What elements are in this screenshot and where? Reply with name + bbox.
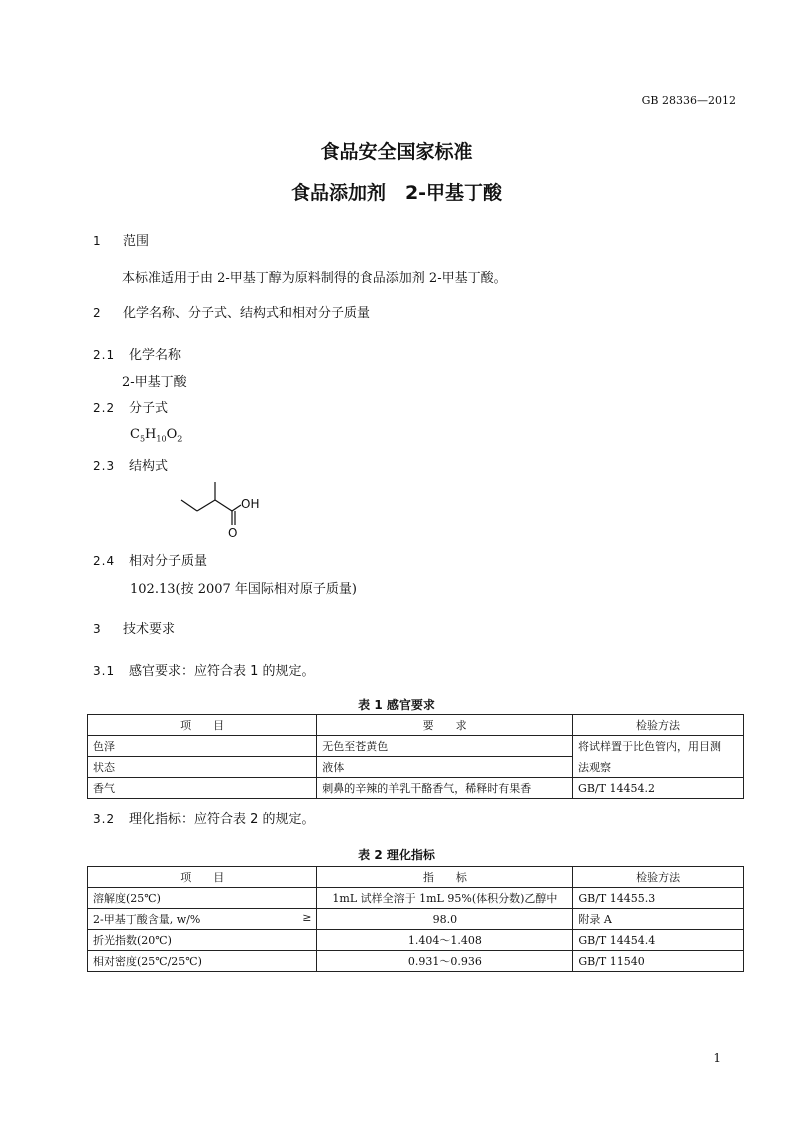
- section-number: 2.3: [93, 459, 116, 473]
- section-number: 2: [93, 306, 102, 320]
- section-1-text: 本标准适用于由 2-甲基丁醇为原料制得的食品添加剂 2-甲基丁酸。: [122, 271, 507, 286]
- table-cell: 刺鼻的辛辣的羊乳干酪香气，稀释时有果香: [317, 778, 573, 799]
- table-row: [88, 736, 744, 757]
- oh-label: OH: [241, 497, 260, 511]
- item-name: 折光指数(20℃): [93, 934, 172, 947]
- section-title: 化学名称: [129, 348, 182, 363]
- table-cell: 1mL 试样全溶于 1mL 95%(体积分数)乙醇中: [317, 888, 573, 909]
- section-1-heading: [93, 230, 149, 249]
- table-cell: [88, 951, 317, 972]
- section-number: 3.1: [93, 664, 116, 678]
- table-2: [87, 866, 744, 972]
- table-cell: GB/T 11540: [573, 951, 744, 972]
- section-title: 化学名称、分子式、结构式和相对分子质量: [123, 306, 371, 321]
- section-number: 3.2: [93, 812, 116, 826]
- section-number: 2.4: [93, 554, 116, 568]
- table-cell: [88, 888, 317, 909]
- table-header-row: [88, 715, 744, 736]
- column-header: 检验方法: [573, 867, 744, 888]
- table-cell: GB/T 14455.3: [573, 888, 744, 909]
- comparison-sign: ≥: [302, 911, 312, 924]
- section-2-heading: [93, 302, 370, 321]
- table-cell: 色泽: [88, 736, 317, 757]
- table-cell: 无色至苍黄色: [317, 736, 573, 757]
- section-title: 技术要求: [123, 622, 176, 637]
- molecular-formula: $C_5H_{10}O_2$: [130, 427, 183, 444]
- standard-number: GB 28336—2012: [641, 94, 736, 107]
- document-title: 食品安全国家标准: [320, 141, 473, 163]
- section-2-2-heading: [93, 397, 168, 416]
- section-title: 分子式: [129, 401, 169, 416]
- structural-formula: [175, 478, 270, 540]
- page-number: 1: [713, 1051, 721, 1065]
- table-header-row: [88, 867, 744, 888]
- section-number: 3: [93, 622, 102, 636]
- section-3-2-heading: [93, 808, 315, 827]
- section-title: 结构式: [129, 459, 169, 474]
- table-cell: GB/T 14454.4: [573, 930, 744, 951]
- molecular-mass: 102.13(按 2007 年国际相对原子质量): [130, 582, 357, 597]
- table-2-caption: 表 2 理化指标: [358, 848, 435, 862]
- table-1-caption: 表 1 感官要求: [358, 698, 435, 712]
- section-title: 相对分子质量: [129, 554, 208, 569]
- table-cell: 附录 A: [573, 909, 744, 930]
- section-title: 范围: [123, 234, 150, 249]
- section-3-1-heading: [93, 660, 315, 679]
- column-header: 项 目: [88, 715, 317, 736]
- document-subtitle: 食品添加剂 2-甲基丁酸: [290, 182, 503, 204]
- section-2-3-heading: [93, 455, 168, 474]
- table-row: [88, 888, 744, 909]
- section-title: 理化指标：应符合表 2 的规定。: [129, 812, 315, 827]
- column-header: 要 求: [317, 715, 573, 736]
- table-row: [88, 930, 744, 951]
- table-cell: 液体: [317, 757, 573, 778]
- item-name: 相对密度(25℃/25℃): [93, 955, 202, 968]
- table-cell: 状态: [88, 757, 317, 778]
- table-cell: [88, 930, 317, 951]
- table-row: [88, 909, 744, 930]
- section-number: 2.2: [93, 401, 116, 415]
- section-number: 1: [93, 234, 102, 248]
- o-label: O: [228, 526, 238, 540]
- table-row: [88, 778, 744, 799]
- table-cell: GB/T 14454.2: [573, 778, 744, 799]
- table-row: [88, 757, 744, 778]
- chemical-name: 2-甲基丁酸: [122, 375, 187, 390]
- column-header: 检验方法: [573, 715, 744, 736]
- section-number: 2.1: [93, 348, 116, 362]
- table-cell: 香气: [88, 778, 317, 799]
- section-title: 感官要求：应符合表 1 的规定。: [129, 664, 315, 679]
- table-cell: 1.404～1.408: [317, 930, 573, 951]
- section-2-1-heading: [93, 344, 181, 363]
- table-cell: 将试样置于比色管内，用目测: [573, 736, 744, 757]
- table-cell: 98.0: [317, 909, 573, 930]
- section-2-4-heading: [93, 550, 207, 569]
- table-1: [87, 714, 744, 799]
- column-header: 指 标: [317, 867, 573, 888]
- item-name: 2-甲基丁酸含量, w/%: [93, 913, 201, 926]
- table-cell: [88, 909, 317, 930]
- item-name: 溶解度(25℃): [93, 892, 161, 905]
- table-cell: 法观察: [573, 757, 744, 778]
- table-cell: 0.931～0.936: [317, 951, 573, 972]
- column-header: 项 目: [88, 867, 317, 888]
- table-row: [88, 951, 744, 972]
- section-3-heading: [93, 618, 175, 637]
